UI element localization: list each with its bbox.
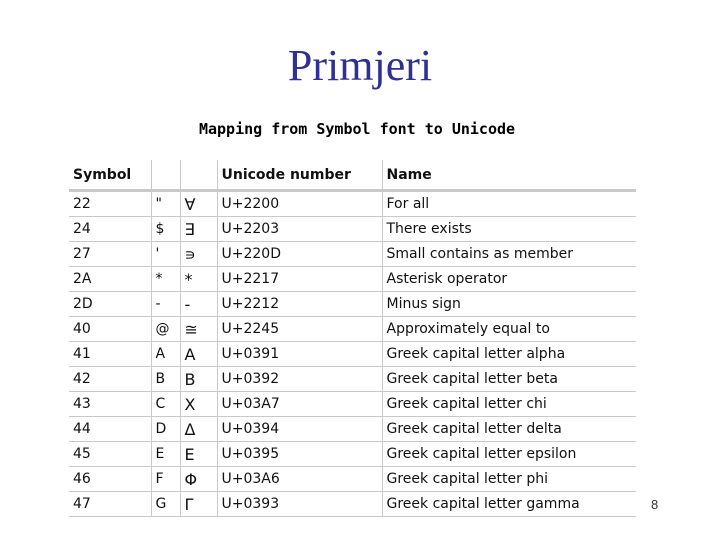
name-cell: Minus sign <box>382 292 636 317</box>
table-row <box>69 492 636 517</box>
table-row <box>69 242 636 267</box>
name-cell: There exists <box>382 217 636 242</box>
symbol-code-cell: 41 <box>69 342 151 367</box>
symbol-code-cell: 46 <box>69 467 151 492</box>
unicode-number-cell: U+2212 <box>217 292 382 317</box>
symbol-code-cell: 43 <box>69 392 151 417</box>
name-cell: Greek capital letter delta <box>382 417 636 442</box>
slide-title: Primjeri <box>287 41 433 90</box>
unicode-glyph-cell: Δ <box>180 417 217 442</box>
symbol-char-cell: C <box>151 392 180 417</box>
header-name: Name <box>382 160 636 191</box>
table-row <box>69 367 636 392</box>
unicode-glyph-cell: ∃ <box>180 217 217 242</box>
symbol-code-cell: 47 <box>69 492 151 517</box>
symbol-char-cell: ' <box>151 242 180 267</box>
unicode-number-cell: U+0394 <box>217 417 382 442</box>
unicode-number-cell: U+0391 <box>217 342 382 367</box>
header-symbol: Symbol <box>69 160 151 191</box>
symbol-code-cell: 27 <box>69 242 151 267</box>
unicode-number-cell: U+2217 <box>217 267 382 292</box>
symbol-char-cell: A <box>151 342 180 367</box>
unicode-glyph-cell: Γ <box>180 492 217 517</box>
table-row <box>69 417 636 442</box>
header-char <box>151 160 180 191</box>
name-cell: Greek capital letter gamma <box>382 492 636 517</box>
unicode-number-cell: U+2245 <box>217 317 382 342</box>
symbol-code-cell: 40 <box>69 317 151 342</box>
unicode-number-cell: U+220D <box>217 242 382 267</box>
table-row <box>69 342 636 367</box>
name-cell: Small contains as member <box>382 242 636 267</box>
name-cell: Greek capital letter epsilon <box>382 442 636 467</box>
symbol-code-cell: 2D <box>69 292 151 317</box>
symbol-char-cell: B <box>151 367 180 392</box>
mapping-table-container <box>69 160 636 517</box>
table-row <box>69 317 636 342</box>
symbol-code-cell: 24 <box>69 217 151 242</box>
table-row <box>69 467 636 492</box>
unicode-glyph-cell: B <box>180 367 217 392</box>
symbol-char-cell: @ <box>151 317 180 342</box>
unicode-number-cell: U+03A6 <box>217 467 382 492</box>
unicode-glyph-cell: A <box>180 342 217 367</box>
name-cell: Asterisk operator <box>382 267 636 292</box>
table-header-row <box>69 160 636 191</box>
symbol-char-cell: G <box>151 492 180 517</box>
name-cell: For all <box>382 191 636 217</box>
name-cell: Greek capital letter chi <box>382 392 636 417</box>
symbol-char-cell: $ <box>151 217 180 242</box>
unicode-glyph-cell: ∍ <box>180 242 217 267</box>
symbol-code-cell: 42 <box>69 367 151 392</box>
name-cell: Greek capital letter beta <box>382 367 636 392</box>
symbol-char-cell: " <box>151 191 180 217</box>
symbol-char-cell: - <box>151 292 180 317</box>
unicode-glyph-cell: ∀ <box>180 191 217 217</box>
symbol-code-cell: 2A <box>69 267 151 292</box>
unicode-glyph-cell: Φ <box>180 467 217 492</box>
table-row <box>69 442 636 467</box>
unicode-glyph-cell: E <box>180 442 217 467</box>
table-body <box>69 191 636 517</box>
table-row <box>69 392 636 417</box>
unicode-number-cell: U+2200 <box>217 191 382 217</box>
table-row <box>69 191 636 217</box>
unicode-number-cell: U+2203 <box>217 217 382 242</box>
name-cell: Greek capital letter alpha <box>382 342 636 367</box>
header-glyph <box>180 160 217 191</box>
symbol-char-cell: * <box>151 267 180 292</box>
unicode-number-cell: U+0393 <box>217 492 382 517</box>
page-number: 8 <box>651 497 659 512</box>
table-heading: Mapping from Symbol font to Unicode <box>198 120 516 138</box>
mapping-table <box>69 160 636 517</box>
table-row <box>69 292 636 317</box>
unicode-glyph-cell: * <box>180 267 217 292</box>
symbol-char-cell: E <box>151 442 180 467</box>
table-row <box>69 217 636 242</box>
symbol-code-cell: 44 <box>69 417 151 442</box>
symbol-code-cell: 22 <box>69 191 151 217</box>
symbol-code-cell: 45 <box>69 442 151 467</box>
symbol-char-cell: D <box>151 417 180 442</box>
unicode-number-cell: U+0395 <box>217 442 382 467</box>
name-cell: Greek capital letter phi <box>382 467 636 492</box>
unicode-glyph-cell: ≅ <box>180 317 217 342</box>
name-cell: Approximately equal to <box>382 317 636 342</box>
header-unicode-number: Unicode number <box>217 160 382 191</box>
unicode-glyph-cell: X <box>180 392 217 417</box>
symbol-char-cell: F <box>151 467 180 492</box>
unicode-number-cell: U+03A7 <box>217 392 382 417</box>
unicode-number-cell: U+0392 <box>217 367 382 392</box>
table-row <box>69 267 636 292</box>
unicode-glyph-cell: - <box>180 292 217 317</box>
